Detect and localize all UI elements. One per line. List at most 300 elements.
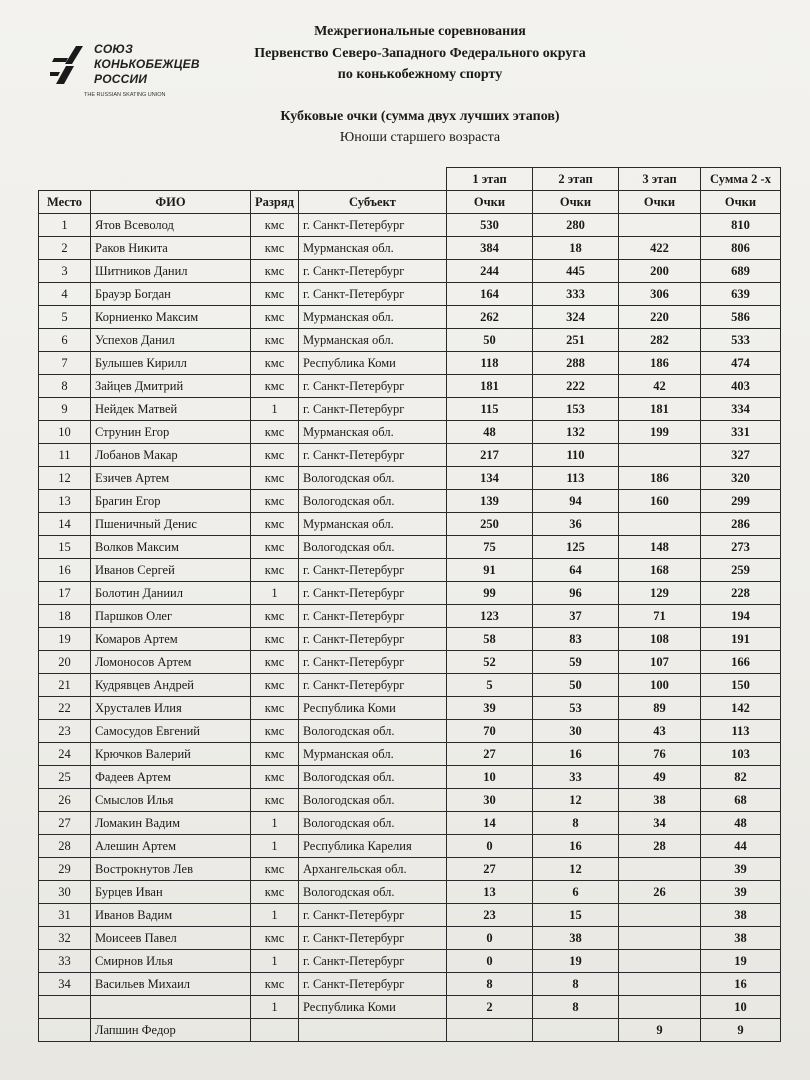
place-cell: 17 (39, 582, 91, 605)
rank-cell: кмс (251, 766, 299, 789)
stage-2-points: 324 (533, 306, 619, 329)
place-cell: 28 (39, 835, 91, 858)
region-cell: Вологодская обл. (299, 812, 447, 835)
place-cell: 29 (39, 858, 91, 881)
place-cell: 11 (39, 444, 91, 467)
region-cell: Архангельская обл. (299, 858, 447, 881)
place-cell: 19 (39, 628, 91, 651)
region-cell: г. Санкт-Петербург (299, 904, 447, 927)
place-cell: 26 (39, 789, 91, 812)
stage-3-points (619, 927, 701, 950)
rank-cell: 1 (251, 996, 299, 1019)
rank-cell: кмс (251, 559, 299, 582)
table-row (39, 421, 781, 444)
sum-points: 166 (701, 651, 781, 674)
rank-cell: кмс (251, 720, 299, 743)
stage-1-points: 250 (447, 513, 533, 536)
table-row (39, 306, 781, 329)
place-cell: 22 (39, 697, 91, 720)
stage-1-points: 0 (447, 835, 533, 858)
sum-points: 150 (701, 674, 781, 697)
name-cell: Брауэр Богдан (91, 283, 251, 306)
table-row (39, 283, 781, 306)
stage-1-points: 244 (447, 260, 533, 283)
name-cell: Пшеничный Денис (91, 513, 251, 536)
place-cell: 21 (39, 674, 91, 697)
stage-3-points: 49 (619, 766, 701, 789)
rank-cell: 1 (251, 904, 299, 927)
name-cell: Вострокнутов Лев (91, 858, 251, 881)
stage-1-points: 181 (447, 375, 533, 398)
sum-points: 689 (701, 260, 781, 283)
stage-3-points (619, 214, 701, 237)
place-cell: 9 (39, 398, 91, 421)
place-cell: 30 (39, 881, 91, 904)
sum-points: 533 (701, 329, 781, 352)
sum-points: 113 (701, 720, 781, 743)
name-cell: Булышев Кирилл (91, 352, 251, 375)
age-group: Юноши старшего возраста (339, 130, 501, 145)
table-row (39, 329, 781, 352)
stage-1-points: 14 (447, 812, 533, 835)
place-cell: 13 (39, 490, 91, 513)
name-cell: Алешин Артем (91, 835, 251, 858)
stage-3-points: 148 (619, 536, 701, 559)
place-cell: 23 (39, 720, 91, 743)
logo-tagline: THE RUSSIAN SKATING UNION (84, 92, 166, 98)
stage-3-points: 282 (619, 329, 701, 352)
table-row (39, 674, 781, 697)
stage-2-points: 16 (533, 743, 619, 766)
stage-3-header: 3 этап (619, 168, 701, 191)
stage-3-points: 168 (619, 559, 701, 582)
stage-3-points: 26 (619, 881, 701, 904)
stage-1-points: 262 (447, 306, 533, 329)
results-body (39, 214, 781, 1042)
stage-3-points: 42 (619, 375, 701, 398)
place-cell: 6 (39, 329, 91, 352)
stage-1-points: 139 (447, 490, 533, 513)
table-row (39, 582, 781, 605)
stage-1-points: 27 (447, 858, 533, 881)
sum-header: Сумма 2 -х (701, 168, 781, 191)
sum-points: 403 (701, 375, 781, 398)
stage-3-points: 108 (619, 628, 701, 651)
name-cell: Моисеев Павел (91, 927, 251, 950)
stage-1-points: 10 (447, 766, 533, 789)
stage-2-points: 64 (533, 559, 619, 582)
region-cell: г. Санкт-Петербург (299, 973, 447, 996)
stage-1-points: 5 (447, 674, 533, 697)
name-cell (91, 996, 251, 1019)
rank-cell: кмс (251, 306, 299, 329)
place-cell: 24 (39, 743, 91, 766)
stage-3-points: 107 (619, 651, 701, 674)
name-cell: Комаров Артем (91, 628, 251, 651)
rank-cell: кмс (251, 858, 299, 881)
rank-cell: кмс (251, 260, 299, 283)
stage-2-points: 280 (533, 214, 619, 237)
place-cell: 31 (39, 904, 91, 927)
stage-2-points: 8 (533, 812, 619, 835)
rank-cell: кмс (251, 513, 299, 536)
rank-cell: кмс (251, 352, 299, 375)
stage-2-points: 30 (533, 720, 619, 743)
place-cell: 2 (39, 237, 91, 260)
table-row (39, 398, 781, 421)
stage-3-points: 422 (619, 237, 701, 260)
region-cell: Республика Карелия (299, 835, 447, 858)
name-cell: Самосудов Евгений (91, 720, 251, 743)
region-cell: г. Санкт-Петербург (299, 260, 447, 283)
stage-2-points: 251 (533, 329, 619, 352)
stage-1-points: 39 (447, 697, 533, 720)
region-cell: г. Санкт-Петербург (299, 950, 447, 973)
stage-2-points: 445 (533, 260, 619, 283)
stage-3-points: 76 (619, 743, 701, 766)
stage-2-points: 83 (533, 628, 619, 651)
stage-2-points: 153 (533, 398, 619, 421)
table-row (39, 444, 781, 467)
place-cell: 20 (39, 651, 91, 674)
stage-1-header: 1 этап (447, 168, 533, 191)
region-cell: Мурманская обл. (299, 513, 447, 536)
rank-cell: кмс (251, 674, 299, 697)
sum-points: 38 (701, 927, 781, 950)
table-row (39, 973, 781, 996)
place-cell: 25 (39, 766, 91, 789)
rank-cell: кмс (251, 444, 299, 467)
sum-points: 39 (701, 858, 781, 881)
sum-points: 331 (701, 421, 781, 444)
stage-3-points (619, 904, 701, 927)
rank-cell: кмс (251, 697, 299, 720)
stage-2-points: 16 (533, 835, 619, 858)
sum-points: 228 (701, 582, 781, 605)
name-cell: Фадеев Артем (91, 766, 251, 789)
place-cell: 32 (39, 927, 91, 950)
stage-2-points: 94 (533, 490, 619, 513)
region-cell: г. Санкт-Петербург (299, 444, 447, 467)
place-cell: 4 (39, 283, 91, 306)
points-header-sum: Очки (701, 191, 781, 214)
sum-points: 9 (701, 1019, 781, 1042)
table-row (39, 467, 781, 490)
stage-2-points: 50 (533, 674, 619, 697)
stage-2-points: 33 (533, 766, 619, 789)
stage-2-points: 8 (533, 973, 619, 996)
table-row (39, 605, 781, 628)
stage-1-points: 99 (447, 582, 533, 605)
name-cell: Кудрявцев Андрей (91, 674, 251, 697)
region-cell: Вологодская обл. (299, 536, 447, 559)
stage-2-points: 18 (533, 237, 619, 260)
name-cell: Нейдек Матвей (91, 398, 251, 421)
place-cell: 33 (39, 950, 91, 973)
stage-2-points: 38 (533, 927, 619, 950)
logo-line-1: СОЮЗ (94, 42, 134, 56)
stage-2-points: 15 (533, 904, 619, 927)
rank-cell: 1 (251, 950, 299, 973)
table-row (39, 651, 781, 674)
sum-points: 273 (701, 536, 781, 559)
stage-2-points: 6 (533, 881, 619, 904)
sum-points: 334 (701, 398, 781, 421)
sum-points: 586 (701, 306, 781, 329)
place-cell: 34 (39, 973, 91, 996)
place-cell: 16 (39, 559, 91, 582)
name-cell: Лобанов Макар (91, 444, 251, 467)
name-cell: Лапшин Федор (91, 1019, 251, 1042)
name-cell: Смыслов Илья (91, 789, 251, 812)
rank-cell: кмс (251, 789, 299, 812)
rank-cell: кмс (251, 421, 299, 444)
region-cell: г. Санкт-Петербург (299, 283, 447, 306)
name-cell: Ломоносов Артем (91, 651, 251, 674)
rank-cell: кмс (251, 927, 299, 950)
rank-cell: кмс (251, 743, 299, 766)
stage-2-points: 59 (533, 651, 619, 674)
place-cell (39, 996, 91, 1019)
region-cell: г. Санкт-Петербург (299, 398, 447, 421)
place-cell: 27 (39, 812, 91, 835)
table-row (39, 697, 781, 720)
region-cell: г. Санкт-Петербург (299, 559, 447, 582)
stage-1-points: 0 (447, 950, 533, 973)
stage-3-points (619, 444, 701, 467)
stage-2-points: 8 (533, 996, 619, 1019)
name-cell: Раков Никита (91, 237, 251, 260)
stage-2-points: 12 (533, 858, 619, 881)
table-row (39, 743, 781, 766)
stage-2-points: 36 (533, 513, 619, 536)
rank-cell: кмс (251, 605, 299, 628)
name-cell: Васильев Михаил (91, 973, 251, 996)
stage-1-points: 8 (447, 973, 533, 996)
logo-line-3: РОССИИ (94, 72, 148, 86)
region-cell: г. Санкт-Петербург (299, 628, 447, 651)
stage-1-points: 217 (447, 444, 533, 467)
stage-1-points: 91 (447, 559, 533, 582)
name-cell: Езичев Артем (91, 467, 251, 490)
title-line-1: Межрегиональные соревнования (314, 24, 526, 39)
region-header: Субъект (299, 191, 447, 214)
rank-header: Разряд (251, 191, 299, 214)
stage-2-points: 125 (533, 536, 619, 559)
rank-cell: кмс (251, 467, 299, 490)
table-row (39, 950, 781, 973)
stage-1-points: 384 (447, 237, 533, 260)
sum-points: 16 (701, 973, 781, 996)
name-cell: Брагин Егор (91, 490, 251, 513)
region-cell: Мурманская обл. (299, 329, 447, 352)
region-cell: г. Санкт-Петербург (299, 927, 447, 950)
logo-line-2: КОНЬКОБЕЖЦЕВ (94, 57, 200, 71)
stage-2-points: 19 (533, 950, 619, 973)
table-row (39, 881, 781, 904)
rank-cell (251, 1019, 299, 1042)
stage-1-points: 0 (447, 927, 533, 950)
stage-3-points (619, 950, 701, 973)
table-row (39, 1019, 781, 1042)
points-header-1: Очки (447, 191, 533, 214)
place-cell: 14 (39, 513, 91, 536)
rank-cell: кмс (251, 329, 299, 352)
name-cell: Волков Максим (91, 536, 251, 559)
stage-3-points: 28 (619, 835, 701, 858)
place-cell: 7 (39, 352, 91, 375)
table-row (39, 536, 781, 559)
sum-points: 19 (701, 950, 781, 973)
sum-points: 68 (701, 789, 781, 812)
sum-points: 474 (701, 352, 781, 375)
table-row (39, 352, 781, 375)
table-row (39, 513, 781, 536)
stage-1-points: 164 (447, 283, 533, 306)
stage-3-points: 89 (619, 697, 701, 720)
stage-2-points: 12 (533, 789, 619, 812)
title-line-2: Первенство Северо-Западного Федерального округа (254, 46, 586, 61)
name-cell: Зайцев Дмитрий (91, 375, 251, 398)
stage-1-points: 58 (447, 628, 533, 651)
logo (50, 40, 210, 104)
region-cell: г. Санкт-Петербург (299, 214, 447, 237)
stage-1-points: 48 (447, 421, 533, 444)
name-cell: Паршков Олег (91, 605, 251, 628)
region-cell: Республика Коми (299, 996, 447, 1019)
region-cell: г. Санкт-Петербург (299, 651, 447, 674)
rank-cell: кмс (251, 237, 299, 260)
stage-2-points: 110 (533, 444, 619, 467)
stage-2-points: 53 (533, 697, 619, 720)
stage-1-points (447, 1019, 533, 1042)
results-table (38, 167, 781, 1042)
stage-1-points: 52 (447, 651, 533, 674)
stage-1-points: 70 (447, 720, 533, 743)
table-row (39, 927, 781, 950)
sum-points: 39 (701, 881, 781, 904)
place-cell (39, 1019, 91, 1042)
place-cell: 12 (39, 467, 91, 490)
sum-points: 299 (701, 490, 781, 513)
stage-3-points (619, 513, 701, 536)
stage-3-points: 200 (619, 260, 701, 283)
stage-2-points: 113 (533, 467, 619, 490)
stage-2-points: 96 (533, 582, 619, 605)
sum-points: 48 (701, 812, 781, 835)
stage-3-points: 9 (619, 1019, 701, 1042)
name-cell: Струнин Егор (91, 421, 251, 444)
region-cell: г. Санкт-Петербург (299, 674, 447, 697)
stage-1-points: 23 (447, 904, 533, 927)
rank-cell: 1 (251, 398, 299, 421)
name-cell: Успехов Данил (91, 329, 251, 352)
place-cell: 3 (39, 260, 91, 283)
table-row (39, 858, 781, 881)
table-row (39, 375, 781, 398)
sum-points: 44 (701, 835, 781, 858)
stage-1-points: 27 (447, 743, 533, 766)
column-header-row (39, 191, 781, 214)
stage-1-points: 2 (447, 996, 533, 1019)
stage-3-points: 160 (619, 490, 701, 513)
stage-1-points: 30 (447, 789, 533, 812)
table-row (39, 904, 781, 927)
region-cell: г. Санкт-Петербург (299, 375, 447, 398)
stage-3-points: 199 (619, 421, 701, 444)
table-row (39, 628, 781, 651)
table-row (39, 996, 781, 1019)
sum-points: 639 (701, 283, 781, 306)
stage-2-points: 132 (533, 421, 619, 444)
rank-cell: кмс (251, 283, 299, 306)
table-row (39, 720, 781, 743)
stage-1-points: 123 (447, 605, 533, 628)
rank-cell: кмс (251, 214, 299, 237)
sum-points: 191 (701, 628, 781, 651)
region-cell: Вологодская обл. (299, 766, 447, 789)
stage-1-points: 75 (447, 536, 533, 559)
name-cell: Бурцев Иван (91, 881, 251, 904)
points-header-2: Очки (533, 191, 619, 214)
sum-points: 142 (701, 697, 781, 720)
rank-cell: кмс (251, 628, 299, 651)
rank-cell: кмс (251, 490, 299, 513)
table-row (39, 559, 781, 582)
points-header-3: Очки (619, 191, 701, 214)
rank-cell: 1 (251, 835, 299, 858)
skater-icon (50, 42, 90, 88)
stage-3-points (619, 996, 701, 1019)
stage-3-points (619, 858, 701, 881)
sum-points: 286 (701, 513, 781, 536)
region-cell: г. Санкт-Петербург (299, 605, 447, 628)
rank-cell: кмс (251, 651, 299, 674)
place-cell: 18 (39, 605, 91, 628)
table-row (39, 766, 781, 789)
stage-3-points: 186 (619, 352, 701, 375)
rank-cell: кмс (251, 973, 299, 996)
stage-3-points: 220 (619, 306, 701, 329)
region-cell: Мурманская обл. (299, 237, 447, 260)
place-cell: 10 (39, 421, 91, 444)
name-cell: Хрусталев Илия (91, 697, 251, 720)
stage-2-points (533, 1019, 619, 1042)
sum-points: 103 (701, 743, 781, 766)
rank-cell: кмс (251, 881, 299, 904)
sum-points: 82 (701, 766, 781, 789)
rank-cell: кмс (251, 375, 299, 398)
stage-2-points: 333 (533, 283, 619, 306)
stage-2-header: 2 этап (533, 168, 619, 191)
sum-points: 806 (701, 237, 781, 260)
stage-1-points: 115 (447, 398, 533, 421)
sum-points: 810 (701, 214, 781, 237)
stage-1-points: 13 (447, 881, 533, 904)
title-line-3: по конькобежному спорту (337, 67, 503, 82)
stage-1-points: 134 (447, 467, 533, 490)
region-cell (299, 1019, 447, 1042)
name-cell: Ятов Всеволод (91, 214, 251, 237)
table-row (39, 260, 781, 283)
stage-3-points: 43 (619, 720, 701, 743)
table-row (39, 237, 781, 260)
stage-3-points: 100 (619, 674, 701, 697)
table-row (39, 812, 781, 835)
place-cell: 1 (39, 214, 91, 237)
name-cell: Шитников Данил (91, 260, 251, 283)
name-cell: Корниенко Максим (91, 306, 251, 329)
